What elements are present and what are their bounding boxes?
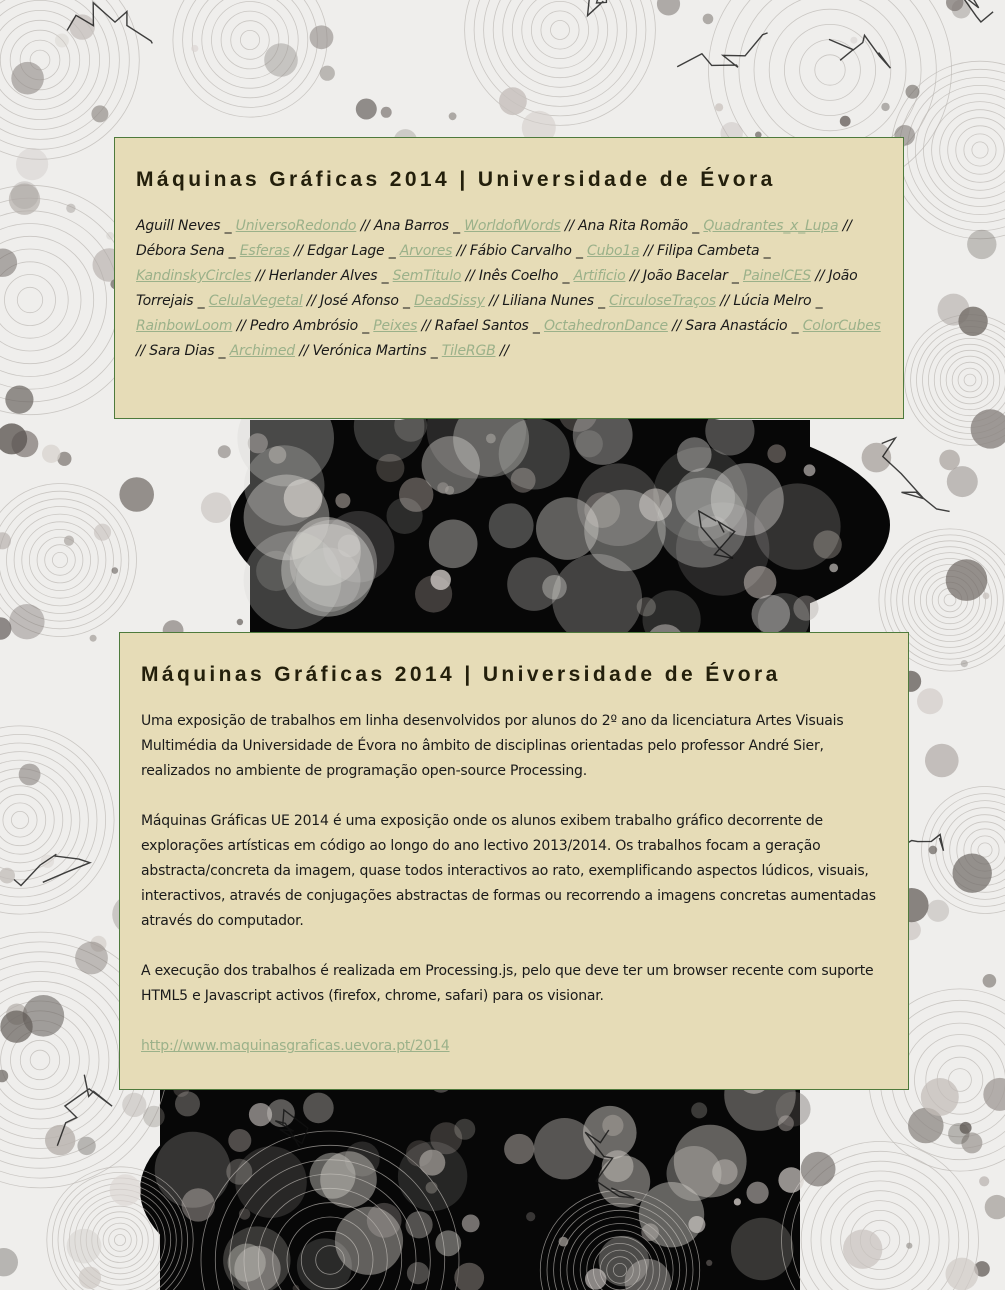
work-separator: // <box>639 243 657 259</box>
work-link[interactable]: ColorCubes <box>802 318 881 334</box>
work-author: Filipa Cambeta _ <box>656 243 771 259</box>
work-link[interactable]: OctahedronDance <box>543 318 668 334</box>
work-link[interactable]: SemTitulo <box>392 268 462 284</box>
work-separator: // <box>289 243 308 259</box>
works-list-panel <box>114 137 904 419</box>
work-separator: // <box>495 343 509 359</box>
work-author: Sara Dias _ <box>149 343 226 359</box>
work-author: Edgar Lage _ <box>307 243 396 259</box>
work-link[interactable]: Esferas <box>239 243 290 259</box>
work-link[interactable]: WorldofWords <box>464 218 561 234</box>
work-link[interactable]: DeadSissy <box>414 293 485 309</box>
work-author: Ana Barros _ <box>373 218 460 234</box>
work-separator: // <box>417 318 435 334</box>
work-separator: // <box>356 218 374 234</box>
work-separator: // <box>667 318 686 334</box>
work-separator: // <box>560 218 579 234</box>
work-link[interactable]: Cubo1a <box>587 243 640 259</box>
exhibition-url-link[interactable]: http://www.maquinasgraficas.uevora.pt/2014 <box>141 1038 450 1054</box>
work-link[interactable]: Quadrantes_x_Lupa <box>703 218 839 234</box>
work-separator: // <box>232 318 250 334</box>
work-author: João Torrejais _ <box>136 268 858 309</box>
works-panel-title: Máquinas Gráficas 2014 | Universidade de Évora <box>136 168 776 191</box>
work-link[interactable]: CirculoseTraços <box>609 293 716 309</box>
about-panel <box>119 632 909 1090</box>
work-author: Sara Anastácio _ <box>685 318 799 334</box>
work-author: Fábio Carvalho _ <box>469 243 583 259</box>
about-paragraph-description: Máquinas Gráficas UE 2014 é uma exposição onde os alunos exibem trabalho gráfico decorrente de explorações artísticas em código ao longo do ano lectivo 2013/2014. Os trabalhos focam a geração abstracta/concreta da imagem, quase todos interactivos ao rato, exemplificando aspectos lúdicos, visuais, interactivos, através de conjugações abstractas de formas ou recorrendo a imagens concretas aumentadas através do computador. <box>141 813 876 929</box>
work-link[interactable]: Peixes <box>373 318 418 334</box>
work-separator: // <box>302 293 321 309</box>
work-separator: // <box>251 268 269 284</box>
work-separator: // <box>838 218 852 234</box>
work-author: Inês Coelho _ <box>478 268 570 284</box>
work-separator: // <box>294 343 313 359</box>
work-separator: // <box>452 243 470 259</box>
work-separator: // <box>461 268 479 284</box>
work-author: João Bacelar _ <box>643 268 739 284</box>
work-link[interactable]: PainelCES <box>742 268 811 284</box>
work-separator: // <box>810 268 829 284</box>
work-link[interactable]: RainbowLoom <box>136 318 233 334</box>
work-author: Lúcia Melro _ <box>733 293 823 309</box>
work-link[interactable]: Artificio <box>573 268 626 284</box>
work-author: Débora Sena _ <box>136 243 236 259</box>
work-author: Ana Rita Romão _ <box>578 218 700 234</box>
work-author: Aguill Neves _ <box>136 218 232 234</box>
work-author: José Afonso _ <box>320 293 410 309</box>
work-author: Herlander Alves _ <box>268 268 389 284</box>
work-link[interactable]: Archimed <box>229 343 295 359</box>
about-paragraph-intro: Uma exposição de trabalhos em linha desenvolvidos por alunos do 2º ano da licenciatura Artes Visuais Multimédia da Universidade de Évora no âmbito de disciplinas orientadas pelo professor André Sier, realizados no ambiente de programação open-source Processing. <box>141 713 844 779</box>
work-author: Rafael Santos _ <box>434 318 540 334</box>
work-link[interactable]: TileRGB <box>441 343 496 359</box>
work-author: Liliana Nunes _ <box>502 293 605 309</box>
work-link[interactable]: KandinskyCircles <box>136 268 252 284</box>
work-link[interactable]: UniversoRedondo <box>235 218 357 234</box>
about-panel-title: Máquinas Gráficas 2014 | Universidade de Évora <box>141 663 781 686</box>
works-list <box>136 214 882 364</box>
about-paragraph-requirements: A execução dos trabalhos é realizada em Processing.js, pelo que deve ter um browser recente com suporte HTML5 e Javascript activos (firefox, chrome, safari) para os visionar. <box>141 963 874 1004</box>
work-separator: // <box>715 293 734 309</box>
work-author: Verónica Martins _ <box>312 343 438 359</box>
work-link[interactable]: Arvores <box>399 243 453 259</box>
work-separator: // <box>136 343 150 359</box>
work-separator: // <box>625 268 644 284</box>
work-separator: // <box>484 293 503 309</box>
work-author: Pedro Ambrósio _ <box>249 318 370 334</box>
work-link[interactable]: CelulaVegetal <box>208 293 303 309</box>
